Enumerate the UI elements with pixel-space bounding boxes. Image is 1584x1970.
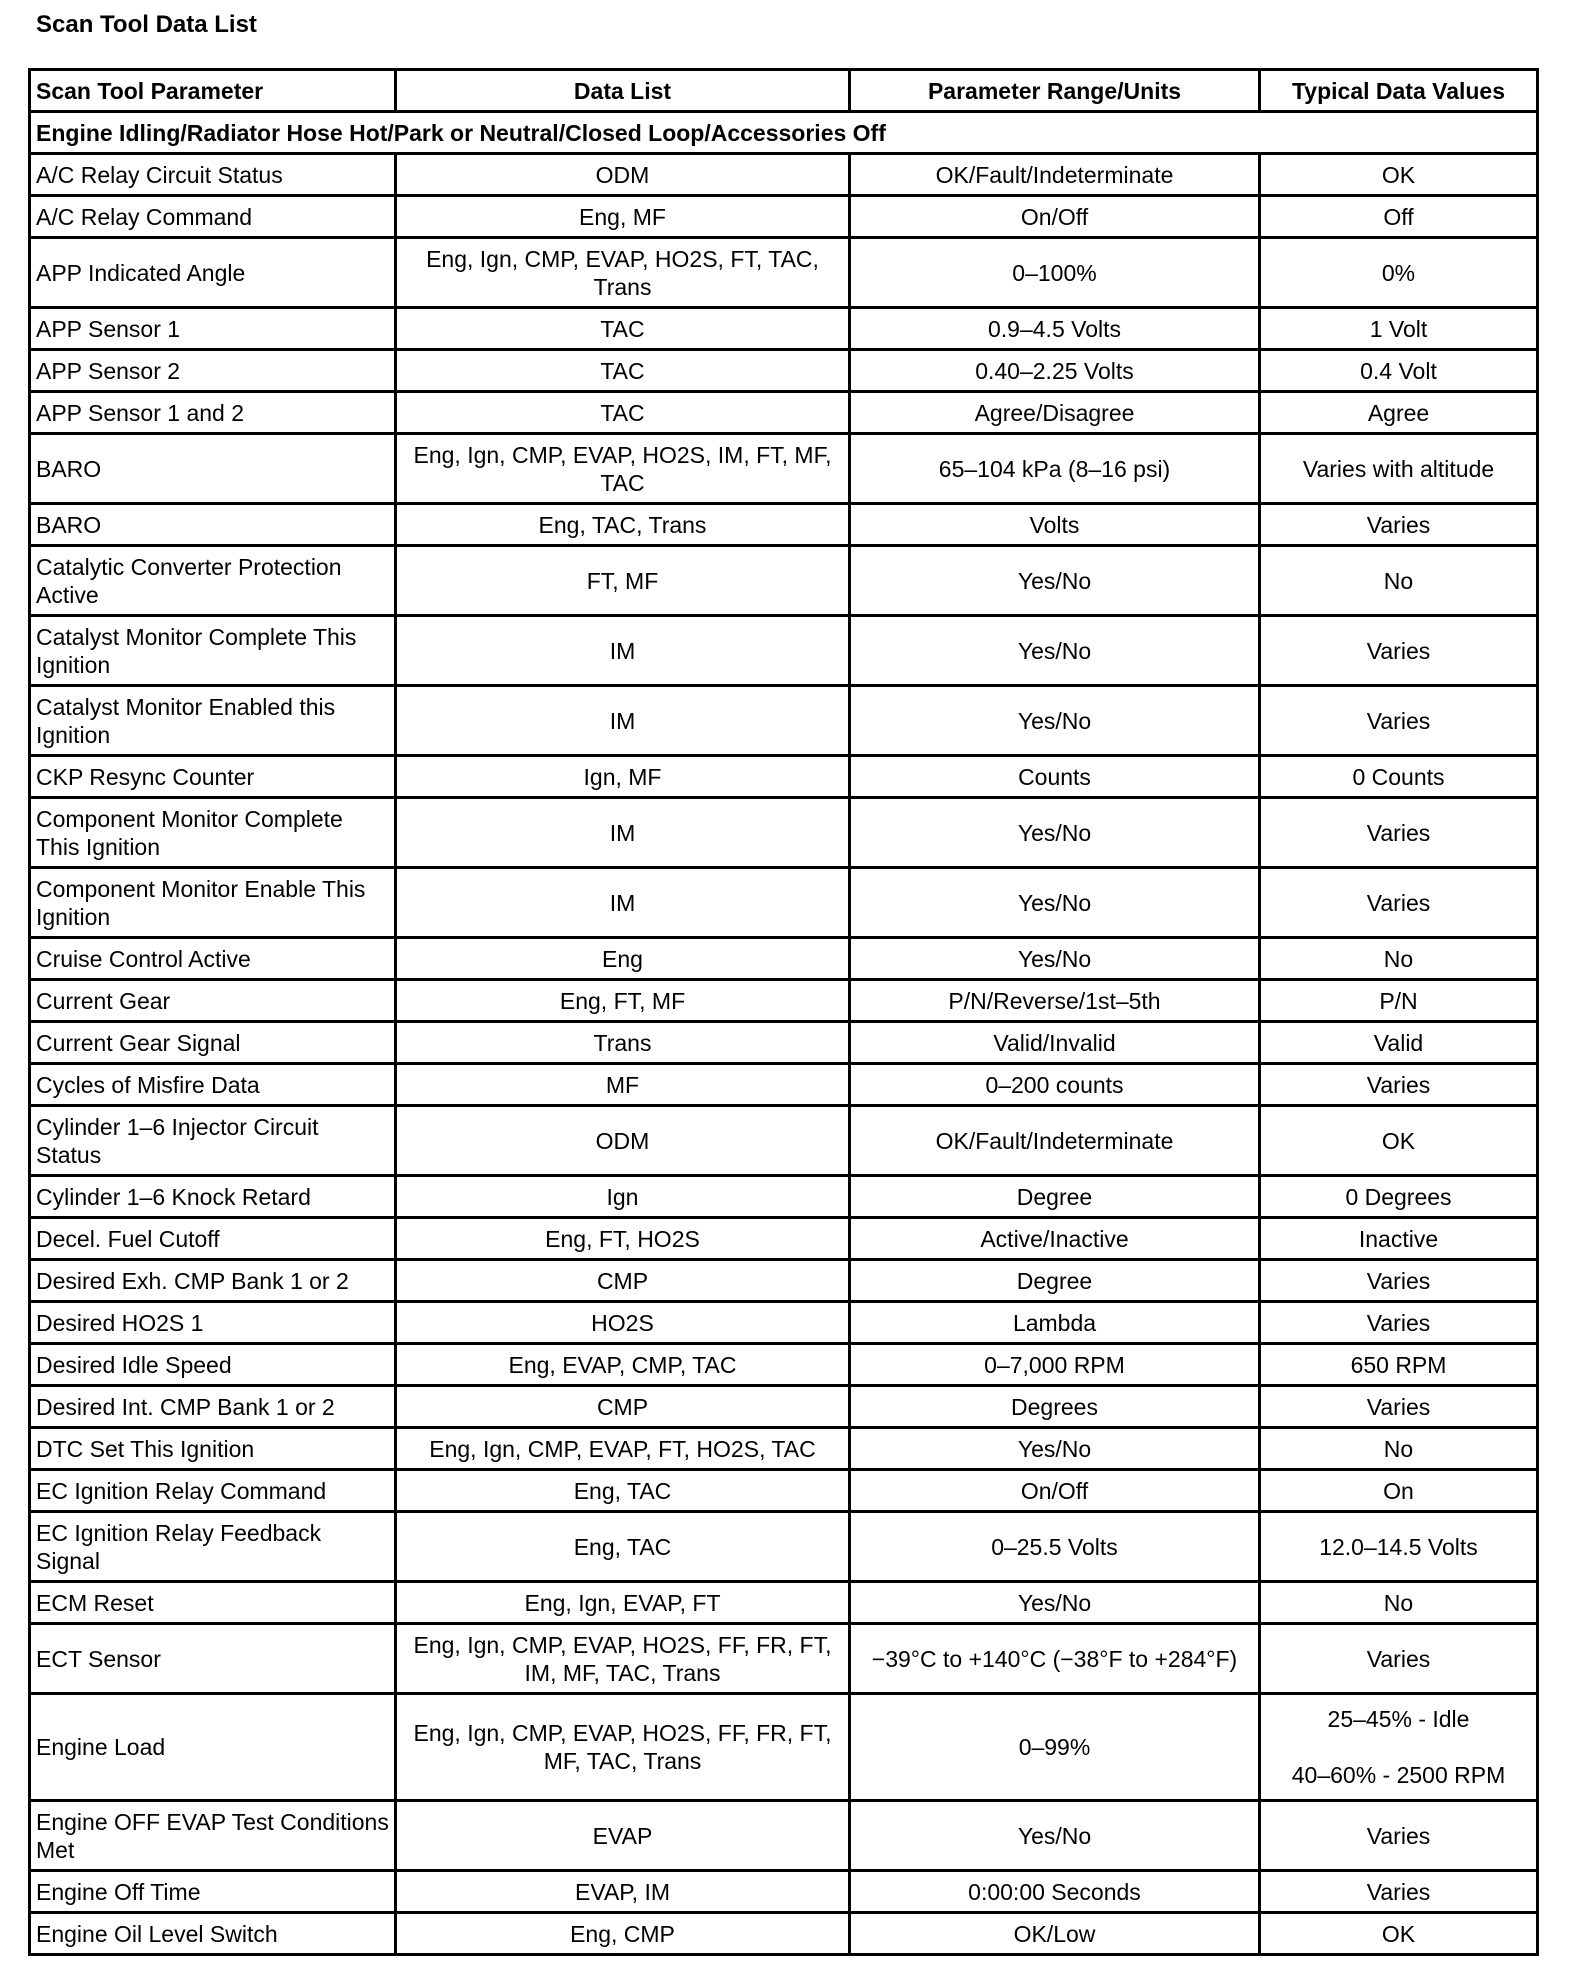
table-row bbox=[30, 1913, 1538, 1955]
typical-cell bbox=[1260, 1694, 1538, 1801]
typical-cell: Varies bbox=[1260, 1302, 1538, 1344]
param-cell: APP Sensor 1 and 2 bbox=[30, 392, 396, 434]
param-cell: CKP Resync Counter bbox=[30, 756, 396, 798]
table-row bbox=[30, 1512, 1538, 1582]
table-row bbox=[30, 1106, 1538, 1176]
param-cell: Component Monitor Complete This Ignition bbox=[30, 798, 396, 868]
table-row bbox=[30, 868, 1538, 938]
range-cell: Yes/No bbox=[850, 1801, 1260, 1871]
table-row bbox=[30, 504, 1538, 546]
data-list-cell: TAC bbox=[396, 350, 850, 392]
range-cell: 0.40–2.25 Volts bbox=[850, 350, 1260, 392]
range-cell: Degree bbox=[850, 1176, 1260, 1218]
data-list-cell: HO2S bbox=[396, 1302, 850, 1344]
param-cell: APP Sensor 2 bbox=[30, 350, 396, 392]
section-row bbox=[30, 112, 1538, 154]
range-cell: P/N/Reverse/1st–5th bbox=[850, 980, 1260, 1022]
range-cell: 0–99% bbox=[850, 1694, 1260, 1801]
data-list-cell: Eng, Ign, CMP, EVAP, HO2S, FT, TAC, Trans bbox=[396, 238, 850, 308]
typical-cell: 0.4 Volt bbox=[1260, 350, 1538, 392]
param-cell: ECM Reset bbox=[30, 1582, 396, 1624]
param-cell: Catalytic Converter Protection Active bbox=[30, 546, 396, 616]
range-cell: Valid/Invalid bbox=[850, 1022, 1260, 1064]
header-typical-data-values: Typical Data Values bbox=[1260, 70, 1538, 112]
param-cell: BARO bbox=[30, 504, 396, 546]
typical-cell: Varies bbox=[1260, 1871, 1538, 1913]
param-cell: Engine Oil Level Switch bbox=[30, 1913, 396, 1955]
data-list-cell: Ign, MF bbox=[396, 756, 850, 798]
data-list-cell: Eng, Ign, EVAP, FT bbox=[396, 1582, 850, 1624]
range-cell: Degree bbox=[850, 1260, 1260, 1302]
typical-cell: Agree bbox=[1260, 392, 1538, 434]
typical-cell: No bbox=[1260, 1582, 1538, 1624]
data-list-cell: Eng, CMP bbox=[396, 1913, 850, 1955]
range-cell: 0–25.5 Volts bbox=[850, 1512, 1260, 1582]
range-cell: Yes/No bbox=[850, 938, 1260, 980]
header-scan-tool-parameter: Scan Tool Parameter bbox=[30, 70, 396, 112]
typical-cell: OK bbox=[1260, 1106, 1538, 1176]
typical-cell: OK bbox=[1260, 154, 1538, 196]
table-row bbox=[30, 1064, 1538, 1106]
data-list-cell: Eng, EVAP, CMP, TAC bbox=[396, 1344, 850, 1386]
table-row bbox=[30, 1694, 1538, 1801]
data-list-cell: IM bbox=[396, 616, 850, 686]
scan-tool-data-table bbox=[28, 68, 1539, 1956]
data-list-cell: Eng, TAC, Trans bbox=[396, 504, 850, 546]
range-cell: Lambda bbox=[850, 1302, 1260, 1344]
param-cell: Current Gear Signal bbox=[30, 1022, 396, 1064]
data-list-cell: Eng, Ign, CMP, EVAP, HO2S, IM, FT, MF, TAC bbox=[396, 434, 850, 504]
data-list-cell: Eng, Ign, CMP, EVAP, FT, HO2S, TAC bbox=[396, 1428, 850, 1470]
data-list-cell: FT, MF bbox=[396, 546, 850, 616]
table-row bbox=[30, 546, 1538, 616]
data-list-cell: Eng, Ign, CMP, EVAP, HO2S, FF, FR, FT, MF, TAC, Trans bbox=[396, 1694, 850, 1801]
table-row bbox=[30, 1624, 1538, 1694]
range-cell: Active/Inactive bbox=[850, 1218, 1260, 1260]
param-cell: Cruise Control Active bbox=[30, 938, 396, 980]
typical-cell: Varies with altitude bbox=[1260, 434, 1538, 504]
typical-cell: Off bbox=[1260, 196, 1538, 238]
range-cell: 0–100% bbox=[850, 238, 1260, 308]
table-row bbox=[30, 938, 1538, 980]
table-row bbox=[30, 798, 1538, 868]
param-cell: Desired Int. CMP Bank 1 or 2 bbox=[30, 1386, 396, 1428]
param-cell: Cylinder 1–6 Knock Retard bbox=[30, 1176, 396, 1218]
data-list-cell: EVAP bbox=[396, 1801, 850, 1871]
table-row bbox=[30, 308, 1538, 350]
table-row bbox=[30, 686, 1538, 756]
range-cell: OK/Low bbox=[850, 1913, 1260, 1955]
data-list-cell: Eng, TAC bbox=[396, 1512, 850, 1582]
typical-cell: Varies bbox=[1260, 1624, 1538, 1694]
range-cell: Yes/No bbox=[850, 616, 1260, 686]
typical-cell: Varies bbox=[1260, 504, 1538, 546]
section-label: Engine Idling/Radiator Hose Hot/Park or Neutral/Closed Loop/Accessories Off bbox=[30, 112, 1538, 154]
typical-cell: 650 RPM bbox=[1260, 1344, 1538, 1386]
param-cell: Decel. Fuel Cutoff bbox=[30, 1218, 396, 1260]
table-row bbox=[30, 1871, 1538, 1913]
typical-cell: No bbox=[1260, 546, 1538, 616]
table-row bbox=[30, 1218, 1538, 1260]
param-cell: EC Ignition Relay Feedback Signal bbox=[30, 1512, 396, 1582]
param-cell: EC Ignition Relay Command bbox=[30, 1470, 396, 1512]
table-row bbox=[30, 1260, 1538, 1302]
param-cell: Component Monitor Enable This Ignition bbox=[30, 868, 396, 938]
data-list-cell: ODM bbox=[396, 1106, 850, 1176]
table-row bbox=[30, 434, 1538, 504]
typical-cell: Varies bbox=[1260, 1386, 1538, 1428]
range-cell: 0:00:00 Seconds bbox=[850, 1871, 1260, 1913]
param-cell: DTC Set This Ignition bbox=[30, 1428, 396, 1470]
table-row bbox=[30, 196, 1538, 238]
range-cell: −39°C to +140°C (−38°F to +284°F) bbox=[850, 1624, 1260, 1694]
data-list-cell: MF bbox=[396, 1064, 850, 1106]
range-cell: 0–7,000 RPM bbox=[850, 1344, 1260, 1386]
range-cell: 65–104 kPa (8–16 psi) bbox=[850, 434, 1260, 504]
data-list-cell: Eng, FT, MF bbox=[396, 980, 850, 1022]
range-cell: Yes/No bbox=[850, 546, 1260, 616]
range-cell: Degrees bbox=[850, 1386, 1260, 1428]
typical-cell: No bbox=[1260, 938, 1538, 980]
table-row bbox=[30, 154, 1538, 196]
typical-cell: On bbox=[1260, 1470, 1538, 1512]
table-row bbox=[30, 1582, 1538, 1624]
table-row bbox=[30, 1176, 1538, 1218]
typical-cell: 0 Counts bbox=[1260, 756, 1538, 798]
data-list-cell: Eng, FT, HO2S bbox=[396, 1218, 850, 1260]
typical-cell: Varies bbox=[1260, 1801, 1538, 1871]
page-title: Scan Tool Data List bbox=[36, 11, 257, 38]
typical-cell: Varies bbox=[1260, 616, 1538, 686]
table-row bbox=[30, 1470, 1538, 1512]
range-cell: OK/Fault/Indeterminate bbox=[850, 154, 1260, 196]
range-cell: Volts bbox=[850, 504, 1260, 546]
typical-cell: Varies bbox=[1260, 686, 1538, 756]
param-cell: BARO bbox=[30, 434, 396, 504]
typical-cell: 12.0–14.5 Volts bbox=[1260, 1512, 1538, 1582]
range-cell: OK/Fault/Indeterminate bbox=[850, 1106, 1260, 1176]
param-cell: ECT Sensor bbox=[30, 1624, 396, 1694]
param-cell: Desired Exh. CMP Bank 1 or 2 bbox=[30, 1260, 396, 1302]
data-list-cell: Eng bbox=[396, 938, 850, 980]
typical-cell: 1 Volt bbox=[1260, 308, 1538, 350]
table-row bbox=[30, 1022, 1538, 1064]
data-list-cell: CMP bbox=[396, 1260, 850, 1302]
data-list-cell: CMP bbox=[396, 1386, 850, 1428]
table-row bbox=[30, 1386, 1538, 1428]
param-cell: Engine Off Time bbox=[30, 1871, 396, 1913]
data-list-cell: EVAP, IM bbox=[396, 1871, 850, 1913]
data-list-cell: Eng, TAC bbox=[396, 1470, 850, 1512]
param-cell: Catalyst Monitor Enabled this Ignition bbox=[30, 686, 396, 756]
header-row bbox=[30, 70, 1538, 112]
range-cell: Yes/No bbox=[850, 798, 1260, 868]
param-cell: Engine Load bbox=[30, 1694, 396, 1801]
param-cell: Desired HO2S 1 bbox=[30, 1302, 396, 1344]
table-row bbox=[30, 392, 1538, 434]
param-cell: Desired Idle Speed bbox=[30, 1344, 396, 1386]
range-cell: On/Off bbox=[850, 196, 1260, 238]
data-list-cell: IM bbox=[396, 686, 850, 756]
data-list-cell: ODM bbox=[396, 154, 850, 196]
range-cell: Yes/No bbox=[850, 686, 1260, 756]
typical-cell: Valid bbox=[1260, 1022, 1538, 1064]
typical-cell: 0% bbox=[1260, 238, 1538, 308]
range-cell: 0–200 counts bbox=[850, 1064, 1260, 1106]
typical-cell: Varies bbox=[1260, 798, 1538, 868]
data-list-cell: Trans bbox=[396, 1022, 850, 1064]
param-cell: Engine OFF EVAP Test Conditions Met bbox=[30, 1801, 396, 1871]
range-cell: Yes/No bbox=[850, 1428, 1260, 1470]
param-cell: A/C Relay Command bbox=[30, 196, 396, 238]
data-list-cell: Eng, MF bbox=[396, 196, 850, 238]
range-cell: Counts bbox=[850, 756, 1260, 798]
typical-cell: Inactive bbox=[1260, 1218, 1538, 1260]
header-data-list: Data List bbox=[396, 70, 850, 112]
table-row bbox=[30, 238, 1538, 308]
param-cell: APP Sensor 1 bbox=[30, 308, 396, 350]
table-row bbox=[30, 1801, 1538, 1871]
table-row bbox=[30, 1428, 1538, 1470]
table-row bbox=[30, 1344, 1538, 1386]
typical-cell: Varies bbox=[1260, 1260, 1538, 1302]
data-list-cell: IM bbox=[396, 798, 850, 868]
param-cell: Catalyst Monitor Complete This Ignition bbox=[30, 616, 396, 686]
typical-cell: OK bbox=[1260, 1913, 1538, 1955]
data-list-cell: TAC bbox=[396, 308, 850, 350]
param-cell: Cycles of Misfire Data bbox=[30, 1064, 396, 1106]
table-row bbox=[30, 980, 1538, 1022]
table-row bbox=[30, 350, 1538, 392]
table-row bbox=[30, 616, 1538, 686]
range-cell: 0.9–4.5 Volts bbox=[850, 308, 1260, 350]
typical-idle-value: 25–45% - Idle bbox=[1327, 1706, 1470, 1732]
typical-2500-value: 40–60% - 2500 RPM bbox=[1291, 1762, 1506, 1788]
data-list-cell: TAC bbox=[396, 392, 850, 434]
table-row bbox=[30, 1302, 1538, 1344]
typical-cell: No bbox=[1260, 1428, 1538, 1470]
range-cell: Agree/Disagree bbox=[850, 392, 1260, 434]
range-cell: On/Off bbox=[850, 1470, 1260, 1512]
range-cell: Yes/No bbox=[850, 1582, 1260, 1624]
header-parameter-range-units: Parameter Range/Units bbox=[850, 70, 1260, 112]
param-cell: APP Indicated Angle bbox=[30, 238, 396, 308]
param-cell: A/C Relay Circuit Status bbox=[30, 154, 396, 196]
param-cell: Cylinder 1–6 Injector Circuit Status bbox=[30, 1106, 396, 1176]
typical-cell: 0 Degrees bbox=[1260, 1176, 1538, 1218]
typical-cell: P/N bbox=[1260, 980, 1538, 1022]
table-row bbox=[30, 756, 1538, 798]
param-cell: Current Gear bbox=[30, 980, 396, 1022]
typical-cell: Varies bbox=[1260, 868, 1538, 938]
typical-cell: Varies bbox=[1260, 1064, 1538, 1106]
data-list-cell: IM bbox=[396, 868, 850, 938]
data-list-cell: Eng, Ign, CMP, EVAP, HO2S, FF, FR, FT, IM, MF, TAC, Trans bbox=[396, 1624, 850, 1694]
range-cell: Yes/No bbox=[850, 868, 1260, 938]
data-list-cell: Ign bbox=[396, 1176, 850, 1218]
